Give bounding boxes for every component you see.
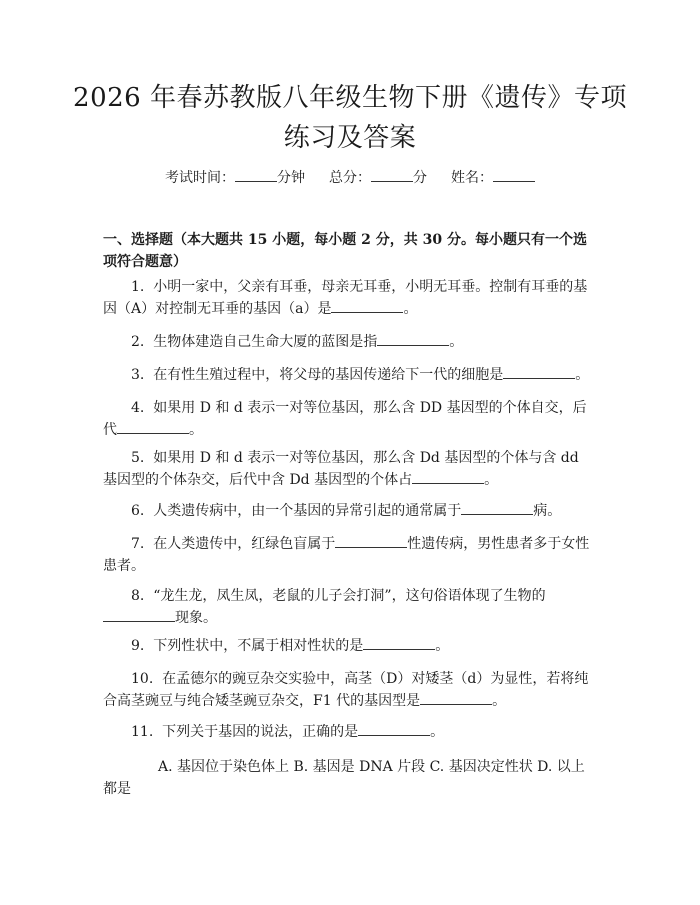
answer-blank — [461, 500, 533, 515]
answer-blank — [412, 469, 484, 484]
question-text-end: 。 — [484, 472, 499, 488]
answer-blank — [358, 721, 430, 736]
question-11 — [103, 721, 596, 743]
question-1 — [103, 276, 596, 320]
answer-blank — [503, 364, 575, 379]
time-unit: 分钟 — [277, 170, 305, 186]
question-text: 如果用 D 和 d 表示一对等位基因，那么含 DD 基因型的个体自交，后代 — [103, 400, 587, 438]
time-label: 考试时间： — [165, 170, 235, 186]
question-number: 7. — [131, 536, 145, 552]
question-text-end: 。 — [435, 638, 450, 654]
score-blank — [371, 167, 413, 182]
question-number: 3. — [131, 367, 145, 383]
question-7 — [103, 533, 596, 577]
question-number: 10. — [131, 671, 154, 687]
question-text-end: 。 — [189, 422, 203, 438]
question-9 — [103, 635, 596, 657]
question-number: 5. — [131, 450, 145, 466]
question-text: 生物体建造自己生命大厦的蓝图是指 — [153, 334, 378, 350]
question-8 — [103, 585, 596, 629]
question-text: 人类遗传病中，由一个基因的异常引起的通常属于 — [153, 503, 462, 519]
question-6 — [103, 500, 596, 522]
question-text: 下列关于基因的说法，正确的是 — [162, 724, 359, 740]
question-text-end: 。 — [449, 334, 464, 350]
question-text-end: 现象。 — [175, 610, 217, 626]
question-text-end: 。 — [575, 367, 590, 383]
question-number: 11. — [131, 724, 154, 740]
score-unit: 分 — [413, 170, 427, 186]
question-11-options: A. 基因位于染色体上 B. 基因是 DNA 片段 C. 基因决定性状 D. 以上都是 — [103, 759, 585, 797]
answer-blank — [103, 607, 175, 622]
question-text: 在有性生殖过程中，将父母的基因传递给下一代的细胞是 — [153, 367, 504, 383]
question-text: 在孟德尔的豌豆杂交实验中，高茎（D）对矮茎（d）为显性，若将纯合高茎豌豆与纯合矮茎豌豆杂交，F1 代的基因型是 — [103, 671, 589, 709]
exam-meta-line — [0, 167, 700, 188]
score-label: 总分： — [329, 170, 371, 186]
question-number: 9. — [131, 638, 145, 654]
time-blank — [235, 167, 277, 182]
name-label: 姓名： — [451, 170, 493, 186]
question-10 — [103, 668, 596, 712]
question-text-end: 。 — [492, 693, 507, 709]
answer-blank — [331, 298, 403, 313]
name-blank — [493, 167, 535, 182]
question-text-end: 性遗传病，男性患者多于女性患者。 — [103, 536, 590, 574]
question-3 — [103, 364, 596, 386]
answer-blank — [117, 419, 189, 434]
answer-blank — [377, 331, 449, 346]
question-number: 6. — [131, 503, 145, 519]
page-title: 2026 年春苏教版八年级生物下册《遗传》专项练习及答案 — [73, 83, 627, 153]
question-text: 在人类遗传中，红绿色盲属于 — [153, 536, 336, 552]
question-number: 8. — [131, 588, 145, 604]
question-text: 下列性状中，不属于相对性状的是 — [153, 638, 364, 654]
answer-blank — [335, 533, 407, 548]
question-text-end: 病。 — [533, 503, 562, 519]
question-text-end: 。 — [403, 301, 418, 317]
question-text: 小明一家中，父亲有耳垂，母亲无耳垂，小明无耳垂。控制有耳垂的基因（A）对控制无耳垂的基因（a）是 — [103, 279, 588, 317]
question-4 — [103, 397, 596, 441]
question-text-end: 。 — [430, 724, 445, 740]
question-text: 如果用 D 和 d 表示一对等位基因，那么含 Dd 基因型的个体与含 dd 基因型的个体杂交，后代中含 Dd 基因型的个体占 — [103, 450, 579, 488]
question-5 — [103, 447, 596, 491]
question-text: “龙生龙，凤生凤，老鼠的儿子会打洞”，这句俗语体现了生物的 — [153, 588, 546, 604]
question-number: 1. — [131, 279, 145, 295]
answer-blank — [363, 635, 435, 650]
question-number: 2. — [131, 334, 145, 350]
answer-blank — [420, 690, 492, 705]
question-2 — [103, 331, 596, 353]
section-heading: 一、选择题（本大题共 15 小题，每小题 2 分，共 30 分。每小题只有一个选项符合题意） — [103, 232, 587, 270]
question-number: 4. — [131, 400, 145, 416]
